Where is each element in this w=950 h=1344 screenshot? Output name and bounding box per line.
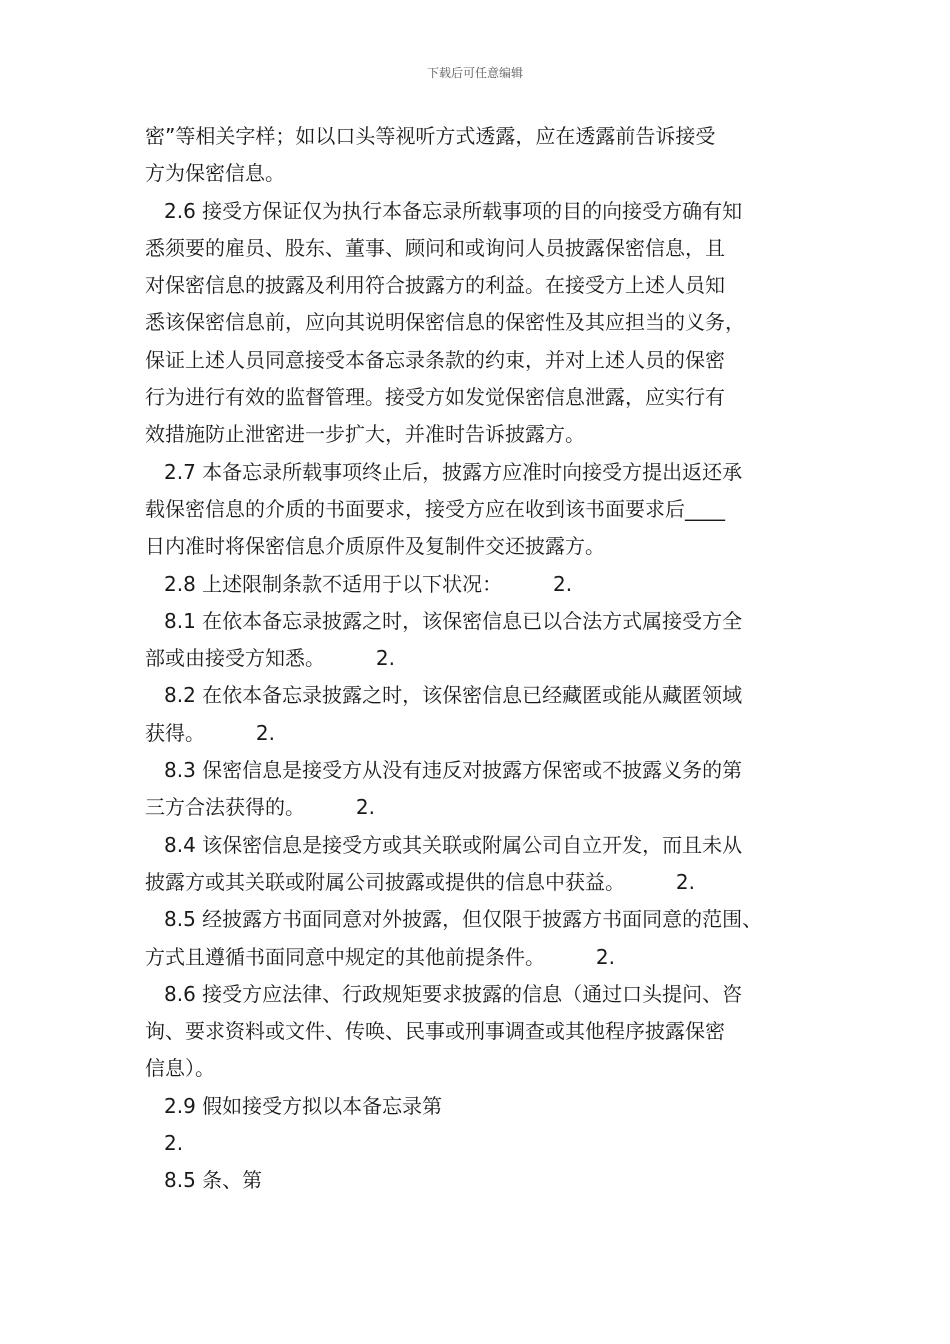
text-line: 日内准时将保密信息介质原件及复制件交还披露方。 <box>145 534 605 559</box>
text-line: 询、要求资料或文件、传唤、民事或刑事调查或其他程序披露保密 <box>145 1019 725 1044</box>
text-line: 8.5 条、第 <box>164 1168 263 1193</box>
text-line: 8.2 在依本备忘录披露之时，该保密信息已经藏匿或能从藏匿领域 <box>164 683 743 708</box>
text-line: 2.6 接受方保证仅为执行本备忘录所载事项的目的向接受方确有知 <box>164 198 743 223</box>
text-line: 披露方或其关联或附属公司披露或提供的信息中获益。 2. <box>145 869 695 894</box>
text-line: 密”等相关字样；如以口头等视听方式透露，应在透露前告诉接受 <box>145 124 716 148</box>
text-line: 8.6 接受方应法律、行政规矩要求披露的信息（通过口头提问、咨 <box>164 981 743 1006</box>
text-line: 信息）。 <box>145 1056 215 1081</box>
text-line: 2.7 本备忘录所载事项终止后，披露方应准时向接受方提出返还承 <box>164 459 743 484</box>
text-line: 载保密信息的介质的书面要求，接受方应在收到该书面要求后____ <box>145 496 725 521</box>
text-line: 悉须要的雇员、股东、董事、顾问和或询问人员披露保密信息，且 <box>145 235 725 260</box>
text-line: 部或由接受方知悉。 2. <box>145 646 395 671</box>
text-line: 8.4 该保密信息是接受方或其关联或附属公司自立开发，而且未从 <box>164 832 743 857</box>
text-line: 行为进行有效的监督管理。接受方如发觉保密信息泄露，应实行有 <box>145 385 725 410</box>
text-line: 获得。 2. <box>145 720 275 745</box>
text-line: 三方合法获得的。 2. <box>145 795 375 820</box>
text-line: 效措施防止泄密进一步扩大，并准时告诉披露方。 <box>145 422 585 447</box>
text-line: 2.9 假如接受方拟以本备忘录第 <box>164 1093 443 1118</box>
text-line: 方式且遵循书面同意中规定的其他前提条件。 2. <box>145 944 615 969</box>
document-body <box>145 118 810 1200</box>
page-header: 下载后可任意编辑 <box>426 66 523 80</box>
text-line: 对保密信息的披露及利用符合披露方的利益。在接受方上述人员知 <box>145 273 725 298</box>
text-line: 方为保密信息。 <box>145 161 285 186</box>
text-line: 2. <box>164 1131 184 1156</box>
text-line: 8.3 保密信息是接受方从没有违反对披露方保密或不披露义务的第 <box>164 758 743 783</box>
text-line: 8.5 经披露方书面同意对外披露，但仅限于披露方书面同意的范围、 <box>164 907 763 932</box>
text-line: 8.1 在依本备忘录披露之时，该保密信息已以合法方式属接受方全 <box>164 608 743 633</box>
text-line: 保证上述人员同意接受本备忘录条款的约束，并对上述人员的保密 <box>145 347 725 372</box>
text-line: 2.8 上述限制条款不适用于以下状况： 2. <box>164 571 573 596</box>
text-line: 悉该保密信息前，应向其说明保密信息的保密性及其应担当的义务， <box>145 310 745 335</box>
